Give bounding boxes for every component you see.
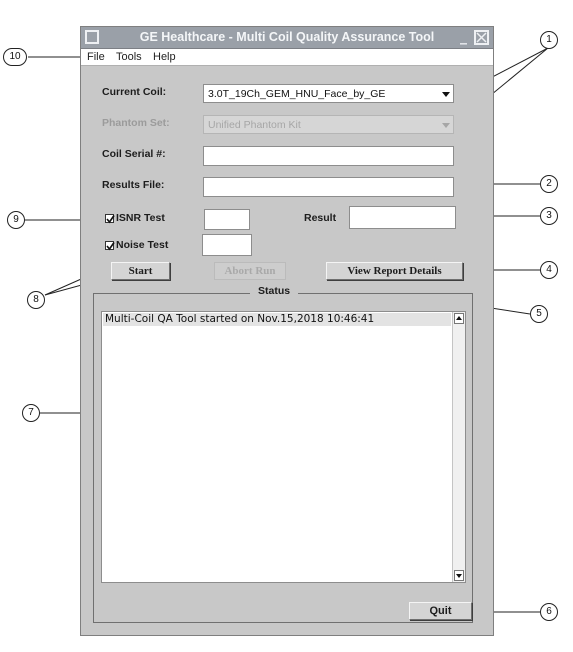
results-file-input[interactable] [203,177,454,197]
start-button[interactable]: Start [111,262,170,280]
checkmark-icon [105,241,116,252]
callout-4: 4 [540,261,558,279]
current-coil-label: Current Coil: [102,86,167,98]
coil-serial-label: Coil Serial #: [102,148,166,160]
callout-9: 9 [7,211,25,229]
phantom-set-dropdown [203,115,454,134]
scroll-down-icon[interactable] [454,570,464,581]
result-field [349,206,456,229]
callout-2: 2 [540,175,558,193]
checkmark-icon [105,214,116,225]
callout-10: 10 [3,48,27,66]
quit-button[interactable]: Quit [409,602,472,620]
log-scrollbar[interactable] [452,312,465,582]
close-icon[interactable] [474,30,489,45]
status-log[interactable] [101,311,466,583]
callout-7: 7 [22,404,40,422]
callout-1: 1 [540,31,558,49]
menu-bar [81,49,493,66]
isnr-test-checkbox[interactable] [105,214,114,223]
noise-test-label: Noise Test [116,239,169,251]
view-report-details-button[interactable]: View Report Details [326,262,463,280]
noise-value-field [202,234,252,256]
chevron-down-icon [442,123,450,128]
noise-test-checkbox[interactable] [105,241,114,250]
coil-serial-input[interactable] [203,146,454,166]
menu-file[interactable]: File [87,51,105,63]
chevron-down-icon [442,92,450,97]
callout-6: 6 [540,603,558,621]
current-coil-dropdown[interactable] [203,84,454,103]
results-file-label: Results File: [102,179,165,191]
log-line: Multi-Coil QA Tool started on Nov.15,2018 10:46:41 [103,313,451,326]
result-label: Result [304,212,337,224]
menu-help[interactable]: Help [153,51,176,63]
callout-3: 3 [540,207,558,225]
app-window [80,26,494,636]
isnr-test-label: ISNR Test [116,212,165,224]
phantom-set-value: Unified Phantom Kit [208,119,301,131]
status-legend: Status [250,285,298,297]
phantom-set-label: Phantom Set: [102,117,170,129]
menu-tools[interactable]: Tools [116,51,142,63]
window-title: GE Healthcare - Multi Coil Quality Assurance Tool [139,30,435,44]
minimize-icon[interactable]: _ [460,29,467,45]
scroll-up-icon[interactable] [454,313,464,324]
callout-8: 8 [27,291,45,309]
abort-run-button[interactable]: Abort Run [214,262,286,280]
callout-5: 5 [530,305,548,323]
isnr-value-field [204,209,250,230]
current-coil-value: 3.0T_19Ch_GEM_HNU_Face_by_GE [208,88,386,100]
title-bar[interactable] [81,27,493,49]
